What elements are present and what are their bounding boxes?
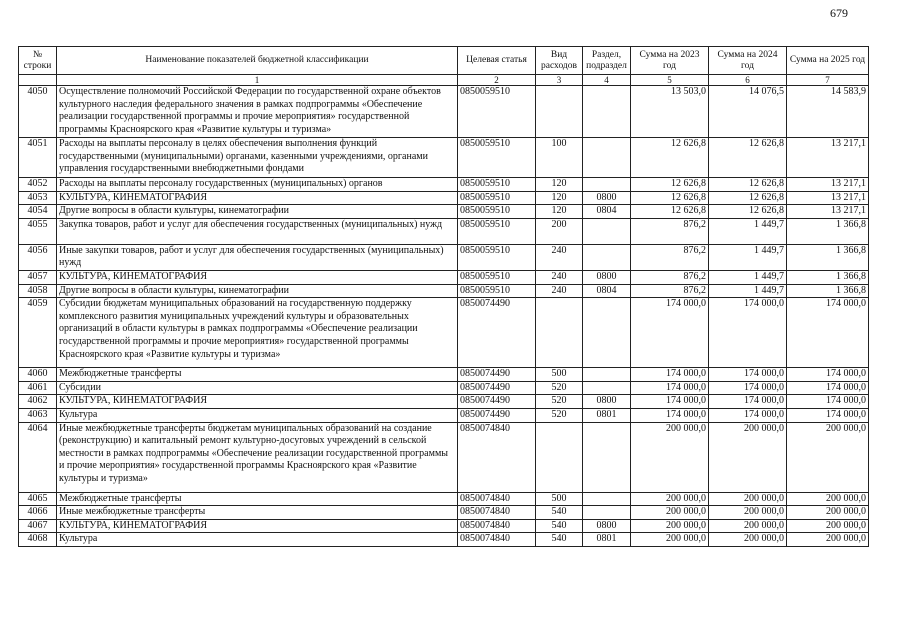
row-sum-2024: 174 000,0 <box>709 395 787 409</box>
row-sum-2023: 200 000,0 <box>631 492 709 506</box>
row-sum-2024: 1 449,7 <box>709 270 787 284</box>
row-sum-2024: 1 449,7 <box>709 244 787 270</box>
table-row <box>19 408 869 422</box>
row-sum-2025: 200 000,0 <box>787 492 869 506</box>
row-target-article: 0850059510 <box>458 218 536 244</box>
row-target-article: 0850059510 <box>458 86 536 138</box>
row-section: 0800 <box>583 519 631 533</box>
row-expense-kind: 240 <box>536 244 583 270</box>
row-expense-kind: 500 <box>536 492 583 506</box>
row-target-article: 0850059510 <box>458 178 536 192</box>
row-sum-2023: 174 000,0 <box>631 408 709 422</box>
row-name: Иные межбюджетные трансферты бюджетам муниципальных образований на создание (реконструкцию) и капитальный ремонт культурно-досуговых учреждений в сельской местности в рамках подпрограммы «Обеспечение реализации государственной программы и прочие мероприятия» государственной программы Красноярского края «Развитие культуры и туризма» <box>57 422 458 492</box>
column-index-empty <box>19 75 57 86</box>
header-row <box>19 47 869 75</box>
row-expense-kind: 500 <box>536 368 583 382</box>
table-row <box>19 298 869 368</box>
row-sum-2025: 1 366,8 <box>787 284 869 298</box>
row-expense-kind: 540 <box>536 519 583 533</box>
row-sum-2023: 174 000,0 <box>631 368 709 382</box>
row-target-article: 0850074840 <box>458 422 536 492</box>
table-row <box>19 270 869 284</box>
table-row <box>19 178 869 192</box>
row-expense-kind: 540 <box>536 533 583 547</box>
row-sum-2023: 876,2 <box>631 284 709 298</box>
row-name: Другие вопросы в области культуры, кинематографии <box>57 205 458 219</box>
row-sum-2024: 12 626,8 <box>709 191 787 205</box>
row-sum-2025: 13 217,1 <box>787 138 869 178</box>
row-sum-2024: 12 626,8 <box>709 138 787 178</box>
row-sum-2024: 14 076,5 <box>709 86 787 138</box>
row-name: Иные закупки товаров, работ и услуг для обеспечения государственных (муниципальных) нужд <box>57 244 458 270</box>
header-sum-2025: Сумма на 2025 год <box>787 47 869 75</box>
row-number: 4050 <box>19 86 57 138</box>
row-section <box>583 368 631 382</box>
table-row <box>19 284 869 298</box>
header-kind: Вид расходов <box>536 47 583 75</box>
row-number: 4066 <box>19 506 57 520</box>
row-number: 4065 <box>19 492 57 506</box>
row-sum-2023: 876,2 <box>631 218 709 244</box>
row-expense-kind: 520 <box>536 395 583 409</box>
row-sum-2023: 12 626,8 <box>631 205 709 219</box>
row-number: 4064 <box>19 422 57 492</box>
row-target-article: 0850074490 <box>458 395 536 409</box>
row-sum-2023: 174 000,0 <box>631 381 709 395</box>
table-row <box>19 138 869 178</box>
row-target-article: 0850059510 <box>458 191 536 205</box>
row-section: 0801 <box>583 408 631 422</box>
row-section <box>583 422 631 492</box>
row-sum-2024: 174 000,0 <box>709 381 787 395</box>
header-sum-2023: Сумма на 2023 год <box>631 47 709 75</box>
row-target-article: 0850059510 <box>458 270 536 284</box>
row-expense-kind: 120 <box>536 205 583 219</box>
row-expense-kind <box>536 298 583 368</box>
row-sum-2024: 174 000,0 <box>709 368 787 382</box>
header-sum-2024: Сумма на 2024 год <box>709 47 787 75</box>
row-number: 4056 <box>19 244 57 270</box>
row-sum-2023: 12 626,8 <box>631 178 709 192</box>
row-sum-2025: 174 000,0 <box>787 368 869 382</box>
row-sum-2023: 876,2 <box>631 244 709 270</box>
column-index: 3 <box>536 75 583 86</box>
row-sum-2025: 1 366,8 <box>787 244 869 270</box>
row-section: 0800 <box>583 395 631 409</box>
row-sum-2024: 174 000,0 <box>709 298 787 368</box>
column-index-row <box>19 75 869 86</box>
row-expense-kind <box>536 86 583 138</box>
row-sum-2025: 174 000,0 <box>787 408 869 422</box>
row-target-article: 0850074840 <box>458 506 536 520</box>
header-name: Наименование показателей бюджетной классификации <box>57 47 458 75</box>
row-target-article: 0850059510 <box>458 284 536 298</box>
row-number: 4057 <box>19 270 57 284</box>
header-num: № строки <box>19 47 57 75</box>
row-section: 0804 <box>583 205 631 219</box>
row-target-article: 0850059510 <box>458 205 536 219</box>
row-name: Другие вопросы в области культуры, кинематографии <box>57 284 458 298</box>
row-section: 0800 <box>583 270 631 284</box>
header-target: Целевая статья <box>458 47 536 75</box>
row-expense-kind: 200 <box>536 218 583 244</box>
row-section <box>583 244 631 270</box>
row-sum-2024: 200 000,0 <box>709 492 787 506</box>
row-name: Культура <box>57 408 458 422</box>
row-sum-2025: 14 583,9 <box>787 86 869 138</box>
row-sum-2024: 1 449,7 <box>709 218 787 244</box>
row-name: Расходы на выплаты персоналу государственных (муниципальных) органов <box>57 178 458 192</box>
row-number: 4055 <box>19 218 57 244</box>
row-expense-kind: 100 <box>536 138 583 178</box>
row-number: 4067 <box>19 519 57 533</box>
row-sum-2025: 174 000,0 <box>787 298 869 368</box>
budget-table <box>18 46 869 547</box>
row-section <box>583 506 631 520</box>
row-sum-2023: 200 000,0 <box>631 519 709 533</box>
row-target-article: 0850074490 <box>458 298 536 368</box>
row-name: Межбюджетные трансферты <box>57 492 458 506</box>
row-sum-2025: 13 217,1 <box>787 178 869 192</box>
row-name: Субсидии бюджетам муниципальных образований на государственную поддержку комплексного развития муниципальных учреждений культуры и образовательных организаций в области культуры в рамках подпрограммы «Обеспечение реализации государственной программы и прочие мероприятия» государственной программы Красноярского края «Развитие культуры и туризма» <box>57 298 458 368</box>
row-expense-kind: 120 <box>536 178 583 192</box>
row-sum-2025: 1 366,8 <box>787 270 869 284</box>
row-sum-2025: 174 000,0 <box>787 381 869 395</box>
row-number: 4058 <box>19 284 57 298</box>
page-number: 679 <box>830 6 848 20</box>
row-name: КУЛЬТУРА, КИНЕМАТОГРАФИЯ <box>57 395 458 409</box>
row-name: Культура <box>57 533 458 547</box>
row-target-article: 0850074490 <box>458 408 536 422</box>
row-sum-2024: 200 000,0 <box>709 533 787 547</box>
row-name: Расходы на выплаты персоналу в целях обеспечения выполнения функций государственными (муниципальными) органами, казенными учреждениями, органами управления государственными внебюджетными фондами <box>57 138 458 178</box>
row-name: Межбюджетные трансферты <box>57 368 458 382</box>
row-sum-2025: 174 000,0 <box>787 395 869 409</box>
row-number: 4061 <box>19 381 57 395</box>
row-section <box>583 381 631 395</box>
row-sum-2025: 1 366,8 <box>787 218 869 244</box>
row-sum-2025: 13 217,1 <box>787 205 869 219</box>
row-name: Субсидии <box>57 381 458 395</box>
row-number: 4068 <box>19 533 57 547</box>
row-section: 0800 <box>583 191 631 205</box>
row-name: Закупка товаров, работ и услуг для обеспечения государственных (муниципальных) нужд <box>57 218 458 244</box>
row-number: 4063 <box>19 408 57 422</box>
table-row <box>19 395 869 409</box>
row-expense-kind: 520 <box>536 381 583 395</box>
row-sum-2024: 200 000,0 <box>709 506 787 520</box>
table-row <box>19 381 869 395</box>
row-section: 0801 <box>583 533 631 547</box>
row-section <box>583 86 631 138</box>
table-row <box>19 422 869 492</box>
row-target-article: 0850074490 <box>458 381 536 395</box>
row-sum-2025: 200 000,0 <box>787 506 869 520</box>
row-sum-2024: 12 626,8 <box>709 178 787 192</box>
row-sum-2023: 174 000,0 <box>631 298 709 368</box>
table-row <box>19 368 869 382</box>
table-row <box>19 205 869 219</box>
row-sum-2024: 174 000,0 <box>709 408 787 422</box>
row-name: КУЛЬТУРА, КИНЕМАТОГРАФИЯ <box>57 191 458 205</box>
table-body <box>19 86 869 547</box>
row-section <box>583 298 631 368</box>
row-sum-2023: 13 503,0 <box>631 86 709 138</box>
row-sum-2025: 200 000,0 <box>787 533 869 547</box>
row-sum-2023: 876,2 <box>631 270 709 284</box>
row-sum-2023: 12 626,8 <box>631 138 709 178</box>
row-section: 0804 <box>583 284 631 298</box>
row-sum-2023: 12 626,8 <box>631 191 709 205</box>
row-target-article: 0850059510 <box>458 138 536 178</box>
row-number: 4060 <box>19 368 57 382</box>
row-expense-kind: 240 <box>536 284 583 298</box>
column-index: 6 <box>709 75 787 86</box>
row-expense-kind: 520 <box>536 408 583 422</box>
column-index: 2 <box>458 75 536 86</box>
row-sum-2023: 200 000,0 <box>631 533 709 547</box>
row-target-article: 0850074840 <box>458 533 536 547</box>
row-sum-2024: 1 449,7 <box>709 284 787 298</box>
table-row <box>19 218 869 244</box>
row-sum-2023: 200 000,0 <box>631 506 709 520</box>
header-section: Раздел, подраздел <box>583 47 631 75</box>
row-target-article: 0850074490 <box>458 368 536 382</box>
row-name: Иные межбюджетные трансферты <box>57 506 458 520</box>
column-index: 4 <box>583 75 631 86</box>
row-sum-2025: 13 217,1 <box>787 191 869 205</box>
table-row <box>19 244 869 270</box>
row-target-article: 0850074840 <box>458 492 536 506</box>
row-sum-2025: 200 000,0 <box>787 519 869 533</box>
row-sum-2025: 200 000,0 <box>787 422 869 492</box>
table-row <box>19 191 869 205</box>
column-index: 7 <box>787 75 869 86</box>
table-row <box>19 533 869 547</box>
row-section <box>583 138 631 178</box>
row-name: Осуществление полномочий Российской Федерации по государственной охране объектов культурного наследия федерального значения в рамках подпрограммы «Обеспечение реализации государственной программы и прочие мероприятия» государственной программы Красноярского края «Развитие культуры и туризма» <box>57 86 458 138</box>
row-number: 4053 <box>19 191 57 205</box>
row-sum-2023: 174 000,0 <box>631 395 709 409</box>
row-number: 4062 <box>19 395 57 409</box>
table-row <box>19 492 869 506</box>
row-section <box>583 178 631 192</box>
column-index: 1 <box>57 75 458 86</box>
row-number: 4059 <box>19 298 57 368</box>
row-sum-2024: 200 000,0 <box>709 422 787 492</box>
row-expense-kind: 540 <box>536 506 583 520</box>
row-target-article: 0850074840 <box>458 519 536 533</box>
row-number: 4051 <box>19 138 57 178</box>
row-section <box>583 492 631 506</box>
row-expense-kind: 240 <box>536 270 583 284</box>
table-row <box>19 86 869 138</box>
row-sum-2023: 200 000,0 <box>631 422 709 492</box>
row-sum-2024: 12 626,8 <box>709 205 787 219</box>
row-section <box>583 218 631 244</box>
row-name: КУЛЬТУРА, КИНЕМАТОГРАФИЯ <box>57 519 458 533</box>
table-row <box>19 519 869 533</box>
column-index: 5 <box>631 75 709 86</box>
row-number: 4054 <box>19 205 57 219</box>
row-target-article: 0850059510 <box>458 244 536 270</box>
row-name: КУЛЬТУРА, КИНЕМАТОГРАФИЯ <box>57 270 458 284</box>
row-number: 4052 <box>19 178 57 192</box>
row-expense-kind <box>536 422 583 492</box>
row-sum-2024: 200 000,0 <box>709 519 787 533</box>
row-expense-kind: 120 <box>536 191 583 205</box>
table-row <box>19 506 869 520</box>
